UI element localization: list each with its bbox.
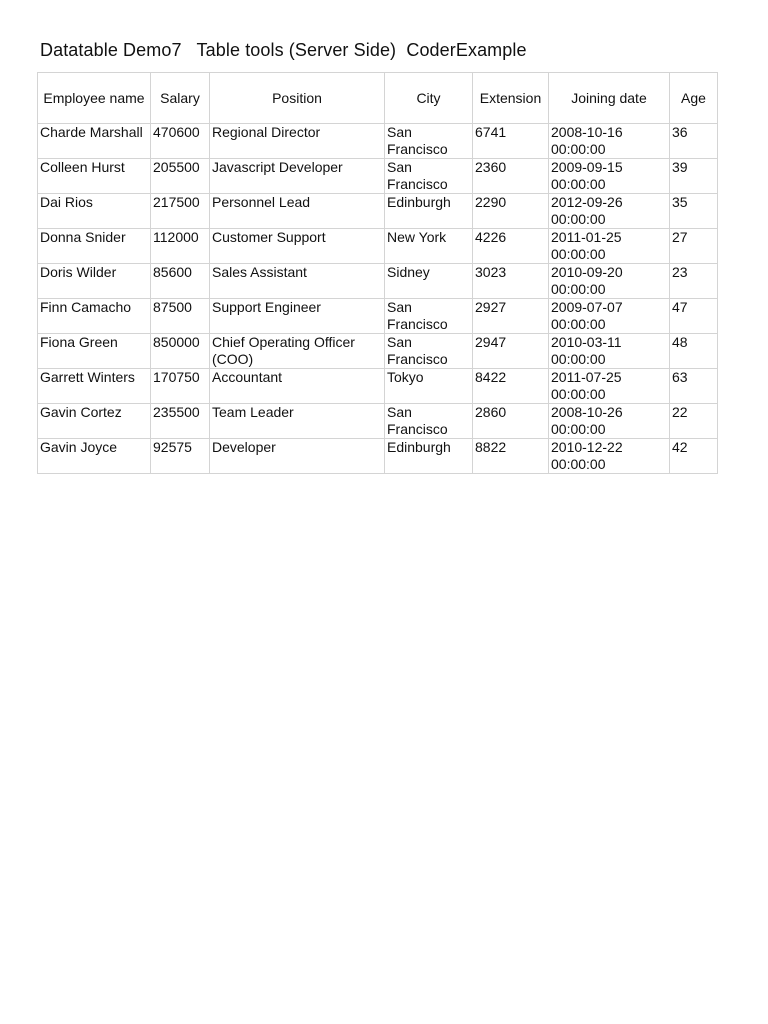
cell-city: San Francisco <box>385 299 473 334</box>
cell-salary: 112000 <box>151 229 210 264</box>
cell-salary: 850000 <box>151 334 210 369</box>
cell-age: 48 <box>670 334 718 369</box>
cell-extension: 2290 <box>473 194 549 229</box>
table-row <box>38 194 718 229</box>
column-header-extension[interactable]: Extension <box>473 73 549 124</box>
cell-position: Customer Support <box>210 229 385 264</box>
cell-age: 39 <box>670 159 718 194</box>
cell-salary: 85600 <box>151 264 210 299</box>
cell-city: Edinburgh <box>385 439 473 474</box>
table-row <box>38 229 718 264</box>
cell-city: Tokyo <box>385 369 473 404</box>
table-row <box>38 299 718 334</box>
cell-employee-name: Donna Snider <box>38 229 151 264</box>
table-row <box>38 334 718 369</box>
cell-age: 23 <box>670 264 718 299</box>
cell-employee-name: Doris Wilder <box>38 264 151 299</box>
cell-employee-name: Garrett Winters <box>38 369 151 404</box>
cell-extension: 2947 <box>473 334 549 369</box>
cell-extension: 8422 <box>473 369 549 404</box>
cell-salary: 217500 <box>151 194 210 229</box>
cell-position: Accountant <box>210 369 385 404</box>
cell-employee-name: Dai Rios <box>38 194 151 229</box>
cell-city: San Francisco <box>385 334 473 369</box>
cell-joining-date: 2008-10-16 00:00:00 <box>549 124 670 159</box>
cell-position: Regional Director <box>210 124 385 159</box>
cell-age: 47 <box>670 299 718 334</box>
cell-position: Support Engineer <box>210 299 385 334</box>
cell-extension: 4226 <box>473 229 549 264</box>
cell-age: 42 <box>670 439 718 474</box>
cell-age: 36 <box>670 124 718 159</box>
cell-city: Edinburgh <box>385 194 473 229</box>
table-row <box>38 404 718 439</box>
cell-city: Sidney <box>385 264 473 299</box>
cell-joining-date: 2012-09-26 00:00:00 <box>549 194 670 229</box>
cell-salary: 235500 <box>151 404 210 439</box>
cell-joining-date: 2009-09-15 00:00:00 <box>549 159 670 194</box>
cell-position: Chief Operating Officer (COO) <box>210 334 385 369</box>
table-header-row <box>38 73 718 124</box>
table-row <box>38 124 718 159</box>
cell-extension: 2360 <box>473 159 549 194</box>
cell-joining-date: 2010-03-11 00:00:00 <box>549 334 670 369</box>
cell-joining-date: 2011-07-25 00:00:00 <box>549 369 670 404</box>
cell-extension: 8822 <box>473 439 549 474</box>
cell-position: Team Leader <box>210 404 385 439</box>
cell-age: 35 <box>670 194 718 229</box>
column-header-joining-date[interactable]: Joining date <box>549 73 670 124</box>
cell-salary: 470600 <box>151 124 210 159</box>
cell-salary: 205500 <box>151 159 210 194</box>
employee-table <box>37 72 718 474</box>
cell-employee-name: Charde Marshall <box>38 124 151 159</box>
table-row <box>38 159 718 194</box>
cell-employee-name: Gavin Joyce <box>38 439 151 474</box>
cell-employee-name: Colleen Hurst <box>38 159 151 194</box>
cell-position: Personnel Lead <box>210 194 385 229</box>
table-row <box>38 369 718 404</box>
cell-joining-date: 2010-09-20 00:00:00 <box>549 264 670 299</box>
cell-employee-name: Gavin Cortez <box>38 404 151 439</box>
cell-employee-name: Fiona Green <box>38 334 151 369</box>
column-header-salary[interactable]: Salary <box>151 73 210 124</box>
cell-extension: 2860 <box>473 404 549 439</box>
cell-position: Sales Assistant <box>210 264 385 299</box>
column-header-employee-name[interactable]: Employee name <box>38 73 151 124</box>
cell-position: Developer <box>210 439 385 474</box>
cell-extension: 2927 <box>473 299 549 334</box>
cell-joining-date: 2009-07-07 00:00:00 <box>549 299 670 334</box>
cell-city: San Francisco <box>385 404 473 439</box>
cell-position: Javascript Developer <box>210 159 385 194</box>
table-row <box>38 264 718 299</box>
cell-joining-date: 2011-01-25 00:00:00 <box>549 229 670 264</box>
cell-extension: 3023 <box>473 264 549 299</box>
cell-salary: 170750 <box>151 369 210 404</box>
cell-extension: 6741 <box>473 124 549 159</box>
cell-salary: 87500 <box>151 299 210 334</box>
cell-age: 27 <box>670 229 718 264</box>
cell-joining-date: 2010-12-22 00:00:00 <box>549 439 670 474</box>
column-header-position[interactable]: Position <box>210 73 385 124</box>
cell-city: New York <box>385 229 473 264</box>
cell-city: San Francisco <box>385 159 473 194</box>
table-row <box>38 439 718 474</box>
cell-salary: 92575 <box>151 439 210 474</box>
cell-employee-name: Finn Camacho <box>38 299 151 334</box>
column-header-city[interactable]: City <box>385 73 473 124</box>
cell-joining-date: 2008-10-26 00:00:00 <box>549 404 670 439</box>
page-title: Datatable Demo7 Table tools (Server Side) CoderExample <box>40 40 527 60</box>
cell-age: 22 <box>670 404 718 439</box>
column-header-age[interactable]: Age <box>670 73 718 124</box>
cell-city: San Francisco <box>385 124 473 159</box>
cell-age: 63 <box>670 369 718 404</box>
